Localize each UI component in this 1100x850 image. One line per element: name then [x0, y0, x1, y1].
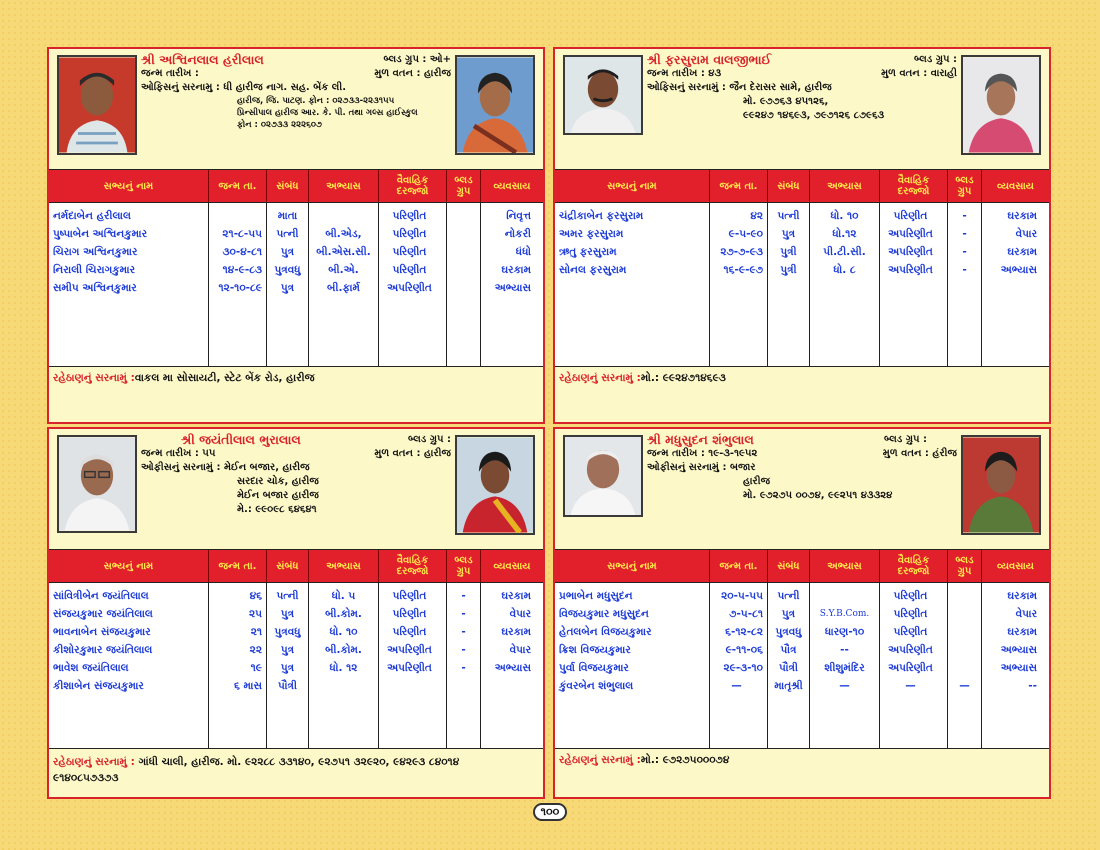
- office-line: જૈન દેરાસર સામે, હારીજ: [729, 82, 832, 93]
- member-marital: પરિણીત: [392, 228, 427, 240]
- col-header: સંબંધ: [267, 170, 309, 202]
- member-blood-group: [447, 279, 480, 297]
- member-education: --: [840, 644, 849, 656]
- member-dob: ૬ માસ: [233, 680, 262, 692]
- member-name: ભાવનાબેન સંજયકુમાર: [53, 626, 151, 638]
- member-occupation: અભ્યાસ: [1000, 644, 1037, 656]
- member-marital: અપરિણીત: [888, 662, 933, 674]
- member-name: હેતલબેન વિજયકુમાર: [559, 626, 652, 638]
- office-line: મે.: ૯૯૦૯૮ ૬૪૬૪૧: [237, 504, 317, 515]
- member-marital: પરિણીત: [893, 210, 928, 222]
- office-line: મો. ૯૭૭૬૩ ૪૫૧૨૬,: [743, 96, 829, 107]
- member-relation: પુત્રવધુ: [775, 626, 802, 638]
- col-header: અભ્યાસ: [309, 550, 379, 582]
- residence-value: વાકલ મા સોસાયટી, સ્ટેટ બેંક રોડ, હારીજ: [134, 372, 315, 384]
- member-dob: ૯-૧૧-૦૬: [725, 644, 763, 656]
- col-header: વ્યવસાય: [997, 180, 1034, 192]
- spouse-photo: [455, 435, 535, 535]
- col-relation: [267, 583, 309, 748]
- col-header: સંબંધ: [768, 170, 810, 202]
- col-header: વૈવાહિક દરજ્જો: [880, 170, 948, 202]
- member-education: S.Y.B.Com.: [819, 609, 870, 619]
- members-table: [49, 203, 543, 367]
- col-blood-group: [447, 203, 481, 366]
- member-name: પુષ્પાબેન અશ્વિનકુમાર: [53, 228, 148, 240]
- member-dob: ૧૪-૯-૮૩: [222, 264, 262, 276]
- member-name: ચિરાગ અશ્વિનકુમાર: [53, 246, 138, 258]
- col-header: સંબંધ: [768, 550, 810, 582]
- member-relation: પુત્રવધુ: [274, 264, 301, 276]
- head-dob: જન્મ તારીખ :: [141, 68, 199, 79]
- member-marital: [379, 677, 446, 695]
- col-name: [49, 203, 209, 366]
- member-education: ધો.૧૨: [832, 228, 857, 240]
- member-relation: પુત્ર: [280, 662, 295, 674]
- member-blood-group: [948, 659, 981, 677]
- office-line: સરદાર ચોક, હારીજ: [237, 476, 319, 487]
- col-header: જન્મ તા.: [209, 550, 267, 582]
- member-name: ભાવેશ જયંતિલાલ: [53, 662, 129, 674]
- member-dob: ૨૦-૫-૫૫: [721, 590, 763, 602]
- table-header: [555, 549, 1049, 583]
- member-occupation: ઘરકામ: [1007, 210, 1037, 222]
- family-card: [47, 47, 545, 424]
- member-occupation: ધંધો: [515, 246, 531, 258]
- col-header: બ્લડ ગ્રુપ: [447, 170, 481, 202]
- member-occupation: વેપાર: [1015, 228, 1037, 240]
- member-relation: પત્ની: [276, 590, 299, 602]
- member-occupation: --: [1028, 680, 1037, 692]
- member-occupation: વેપાર: [1015, 608, 1037, 620]
- col-header: વ્યવસાય: [493, 560, 531, 572]
- member-name: અમર ફરસુરામ: [559, 228, 624, 240]
- col-occupation: [982, 203, 1049, 366]
- head-dob: જન્મ તારીખ : ૫૫: [141, 448, 216, 459]
- member-marital: પરિણીત: [893, 608, 928, 620]
- member-relation: પત્ની: [777, 590, 800, 602]
- member-blood-group: [447, 207, 480, 225]
- col-relation: [768, 583, 810, 748]
- col-header: વ્યવસાય: [493, 180, 531, 192]
- member-blood-group: -: [461, 590, 466, 602]
- member-occupation: વેપાર: [509, 644, 531, 656]
- member-blood-group: -: [962, 228, 967, 240]
- member-name: કીશોરકુમાર જયંતિલાલ: [53, 644, 153, 656]
- member-occupation: ઘરકામ: [1007, 626, 1037, 638]
- spouse-photo: [961, 55, 1041, 155]
- residence-label: રહેઠાણનું સરનામું :: [559, 372, 641, 384]
- member-education: ધો. ૮: [833, 264, 856, 276]
- member-marital: અપરિણીત: [387, 644, 432, 656]
- member-relation: પુત્ર: [280, 282, 295, 294]
- member-name: નર્મદાબેન હરીલાલ: [53, 210, 131, 222]
- member-occupation: ઘરકામ: [501, 626, 531, 638]
- member-marital: પરિણીત: [392, 626, 427, 638]
- table-header: [49, 549, 543, 583]
- member-relation: પત્ની: [276, 228, 299, 240]
- col-header: અભ્યાસ: [810, 170, 880, 202]
- blood-group: બ્લડ ગ્રુપ :: [884, 434, 927, 445]
- member-name: પ્રભાબેન મધુસુદન: [559, 590, 633, 602]
- member-dob: ૧૬-૯-૯૭: [723, 264, 763, 276]
- member-relation: પુત્ર: [280, 644, 295, 656]
- member-dob: ૨૧-૮-૫૫: [222, 228, 262, 240]
- col-blood-group: [948, 203, 982, 366]
- member-education: શીશુમંદિર: [824, 662, 865, 674]
- native-place: મુળ વતન : હારીજ: [374, 68, 451, 79]
- card-header: [49, 429, 543, 549]
- member-relation: પુત્ર: [280, 246, 295, 258]
- member-education: [309, 677, 378, 695]
- member-dob: ૨૯-૩-૧૦: [723, 662, 763, 674]
- member-name: વિજયકુમાર મધુસુદન: [559, 608, 649, 620]
- member-education: પી.ટી.સી.: [823, 246, 866, 258]
- col-header: બ્લડ ગ્રુપ: [447, 550, 481, 582]
- office-label: ઓફિસનું સરનામુ :: [141, 82, 220, 93]
- member-blood-group: -: [962, 210, 967, 222]
- member-relation: પુત્ર: [280, 608, 295, 620]
- member-dob: ૧૯: [250, 662, 262, 674]
- residence-value: ગાંધી ચાલી, હારીજ. મો. ૯૨૨૮૮ ૩૩૧૪૦, ૯૨૭૫૧ ૩૨૯૨૦, ૯૪૨૯૩ ૮૪૦૧૪: [138, 756, 460, 768]
- member-education: ધો. ૫: [331, 590, 356, 602]
- blood-group: બ્લડ ગ્રુપ :: [914, 54, 957, 65]
- member-name: ઋતુ ફરસુરામ: [559, 246, 617, 258]
- member-blood-group: -: [962, 246, 967, 258]
- col-header: સભ્યનું નામ: [555, 170, 710, 202]
- residence-label: રહેઠાણનું સરનામું :: [53, 756, 135, 768]
- member-relation: પત્ની: [777, 210, 800, 222]
- member-marital: પરિણીત: [392, 246, 427, 258]
- member-marital: પરિણીત: [392, 608, 427, 620]
- col-relation: [768, 203, 810, 366]
- member-marital: અપરિણીત: [888, 246, 933, 258]
- family-card: [47, 427, 545, 799]
- col-education: [810, 583, 880, 748]
- table-header: [555, 169, 1049, 203]
- member-blood-group: —: [959, 680, 970, 692]
- member-dob: ૨૨: [249, 644, 262, 656]
- member-occupation: નિવૃત્ત: [506, 210, 531, 222]
- member-blood-group: [447, 243, 480, 261]
- member-dob: ૨૫: [248, 608, 262, 620]
- member-name: સોનલ ફરસુરામ: [559, 264, 627, 276]
- office-label: ઓફીસનું સરનામું :: [141, 462, 221, 473]
- residence-address: [555, 367, 1049, 390]
- col-occupation: [481, 203, 543, 366]
- member-occupation: ઘરકામ: [1007, 590, 1037, 602]
- office-line: પ્રિન્સીપાલ હારીજ આર. કે. પી. તથા ગલ્સ હાઈસ્કુલ: [237, 108, 418, 118]
- col-education: [309, 583, 379, 748]
- office-line: ૯૯૨૪૭ ૧૪૬૯૩, ૭૯૭૧૨૬ ૮૭૯૬૩: [743, 110, 885, 121]
- col-header: અભ્યાસ: [309, 170, 379, 202]
- col-education: [309, 203, 379, 366]
- head-info: [647, 53, 957, 123]
- member-blood-group: -: [461, 626, 466, 638]
- member-marital: —: [905, 680, 916, 692]
- col-header: વ્યવસાય: [997, 560, 1034, 572]
- member-blood-group: -: [962, 264, 967, 276]
- member-relation: પૌત્રી: [779, 662, 798, 674]
- col-header: વૈવાહિક દરજ્જો: [379, 170, 447, 202]
- member-relation: પૌત્ર: [780, 644, 797, 656]
- head-info: [141, 433, 451, 517]
- member-dob: ૩૦-૪-૮૧: [222, 246, 262, 258]
- member-relation: માતા: [277, 210, 298, 222]
- member-blood-group: [948, 623, 981, 641]
- col-header: બ્લડ ગ્રુપ: [948, 550, 982, 582]
- member-relation: પૌત્રી: [278, 680, 297, 692]
- card-header: [555, 49, 1049, 169]
- member-dob: [209, 207, 266, 225]
- member-occupation: અભ્યાસ: [1000, 662, 1037, 674]
- member-occupation: ઘરકામ: [1007, 246, 1037, 258]
- residence-label: રહેઠાણનું સરનામું :: [53, 372, 135, 384]
- col-dob: [209, 203, 267, 366]
- members-table: [555, 203, 1049, 367]
- member-blood-group: -: [461, 608, 466, 620]
- residence-address: [49, 367, 543, 390]
- member-occupation: અભ્યાસ: [494, 662, 531, 674]
- member-education: ધારણ-૧૦: [824, 626, 865, 638]
- member-name: કુંવરબેન શંભુલાલ: [559, 680, 634, 692]
- member-marital: અપરિણીત: [888, 644, 933, 656]
- head-photo: [563, 55, 643, 135]
- member-name: ચંદ્રીકાબેન ફરસુરામ: [559, 210, 644, 222]
- member-education: —: [839, 680, 850, 692]
- col-header: જન્મ તા.: [710, 550, 768, 582]
- member-blood-group: [447, 261, 480, 279]
- head-photo: [57, 435, 137, 533]
- member-blood-group: [447, 225, 480, 243]
- member-dob: ૬-૧૨-૮૨: [725, 626, 763, 638]
- office-line: બજાર: [729, 462, 756, 473]
- member-dob: ૯-૫-૯૦: [728, 228, 763, 240]
- member-marital: પરિણીત: [893, 590, 928, 602]
- office-line: મેઈન બજાર, હારીજ: [223, 462, 310, 473]
- member-name: સમીપ અશ્વિનકુમાર: [53, 282, 137, 294]
- residence-value: મો.: ૯૭૨૭૫૦૦૦૭૪: [640, 754, 730, 766]
- member-marital: અપરિણીત: [387, 662, 432, 674]
- head-name: શ્રી જયંતીલાલ ભુરાલાલ: [181, 433, 301, 447]
- member-education: ધો. ૧૦: [329, 626, 358, 638]
- blood-group: બ્લડ ગ્રુપ :: [408, 434, 451, 445]
- col-header: વૈવાહિક દરજ્જો: [379, 550, 447, 582]
- col-dob: [710, 203, 768, 366]
- head-info: [141, 53, 451, 131]
- col-header: સંબંધ: [267, 550, 309, 582]
- residence-address: [555, 749, 1049, 772]
- office-line: મો. ૯૭૨૭૫ ૦૦૭૪, ૯૯૨૫૧ ૪૩૩૨૪: [743, 490, 893, 501]
- head-name: શ્રી મધુસુદન શંભુલાલ: [647, 433, 754, 447]
- member-relation: પુત્ર: [781, 228, 796, 240]
- card-header: [49, 49, 543, 169]
- head-photo: [563, 435, 643, 517]
- member-education: [309, 207, 378, 225]
- head-photo: [57, 55, 137, 155]
- member-occupation: ઘરકામ: [501, 590, 531, 602]
- member-marital: પરિણીત: [392, 264, 427, 276]
- family-card: [553, 47, 1051, 424]
- member-blood-group: [447, 677, 480, 695]
- office-label: ઓફીસનું સરનામું :: [647, 462, 727, 473]
- col-occupation: [481, 583, 543, 748]
- member-blood-group: -: [461, 644, 466, 656]
- head-dob: જન્મ તારીખ : ૧૯-૩-૧૯૫૨: [647, 448, 758, 459]
- member-name: પુર્વા વિજયકુમાર: [559, 662, 629, 674]
- member-relation: પુત્રવધુ: [274, 626, 301, 638]
- office-line: મેઈન બજાર હારીજ: [237, 490, 319, 501]
- native-place: મુળ વતન : વારાહી: [881, 68, 957, 79]
- col-header: વૈવાહિક દરજ્જો: [880, 550, 948, 582]
- member-relation: પુત્રી: [780, 246, 797, 258]
- member-dob: ૨૧: [250, 626, 262, 638]
- residence-address: [49, 749, 543, 791]
- member-dob: ૨૭-૭-૯૩: [720, 246, 763, 258]
- member-blood-group: [948, 641, 981, 659]
- member-marital: પરિણીત: [893, 626, 928, 638]
- member-name: સંજયકુમાર જયંતિલાલ: [53, 608, 153, 620]
- col-name: [555, 203, 710, 366]
- col-header: સભ્યનું નામ: [555, 550, 710, 582]
- col-name: [49, 583, 209, 748]
- native-place: મુળ વતન : હંરીજ: [882, 448, 957, 459]
- member-occupation: વેપાર: [509, 608, 531, 620]
- col-relation: [267, 203, 309, 366]
- card-header: [555, 429, 1049, 549]
- member-name: કીશાબેન સંજયકુમાર: [53, 680, 144, 692]
- member-relation: પુત્રી: [780, 264, 797, 276]
- col-blood-group: [948, 583, 982, 748]
- col-header: સભ્યનું નામ: [49, 550, 209, 582]
- members-table: [555, 583, 1049, 749]
- spouse-photo: [961, 435, 1041, 535]
- col-education: [810, 203, 880, 366]
- table-header: [49, 169, 543, 203]
- col-header: બ્લડ ગ્રુપ: [948, 170, 982, 202]
- col-marital: [880, 583, 948, 748]
- office-line: હારીજ, જિ. પાટણ. ફોન : ૦૨૭૩૩-૨૨૩૧૫૫: [237, 96, 395, 106]
- member-marital: અપરિણીત: [888, 264, 933, 276]
- col-name: [555, 583, 710, 748]
- member-education: ધો. ૧૦: [830, 210, 859, 222]
- member-education: બી.કોમ.: [325, 608, 362, 620]
- member-blood-group: [948, 605, 981, 623]
- col-header: અભ્યાસ: [810, 550, 880, 582]
- member-occupation: નોકરી: [504, 228, 531, 240]
- member-education: બી.એ.: [328, 264, 359, 276]
- member-occupation: અભ્યાસ: [1000, 264, 1037, 276]
- office-line: હારીજ: [743, 476, 771, 487]
- member-marital: અપરિણીત: [387, 282, 432, 294]
- col-header: જન્મ તા.: [710, 170, 768, 202]
- col-marital: [880, 203, 948, 366]
- member-name: સાંવિત્રીબેન જયંતિલાલ: [53, 590, 149, 602]
- head-info: [647, 433, 957, 503]
- member-occupation: અભ્યાસ: [494, 282, 531, 294]
- head-dob: જન્મ તારીખ : ૪૩: [647, 68, 722, 79]
- member-education: બી.એસ.સી.: [316, 246, 371, 258]
- head-name: શ્રી ફરસુરામ વાલજીભાઈ: [647, 53, 772, 67]
- member-education: બી.કોમ.: [325, 644, 362, 656]
- member-blood-group: -: [461, 662, 466, 674]
- member-name: નિરાલી ચિરાગકુમાર: [53, 264, 136, 276]
- member-dob: ૪૬: [249, 590, 262, 602]
- col-marital: [379, 203, 447, 366]
- member-dob: ૧૨-૧૦-૮૯: [218, 282, 262, 294]
- member-education: બી.ફાર્મ: [327, 282, 360, 294]
- member-relation: પુત્ર: [781, 608, 796, 620]
- native-place: મુળ વતન : હારીજ: [374, 448, 451, 459]
- member-education: બી.એડ,: [325, 228, 362, 240]
- member-blood-group: [948, 587, 981, 605]
- spouse-photo: [455, 55, 535, 155]
- member-education: [810, 587, 879, 605]
- col-dob: [209, 583, 267, 748]
- family-card: [553, 427, 1051, 799]
- member-occupation: [481, 677, 543, 695]
- col-marital: [379, 583, 447, 748]
- head-name: શ્રી અશ્વિનલાલ હરીલાલ: [141, 53, 264, 67]
- col-dob: [710, 583, 768, 748]
- col-occupation: [982, 583, 1049, 748]
- blood-group: બ્લડ ગ્રુપ : ઓ+: [383, 54, 451, 65]
- office-line: ફોન : ૦૨૭૩૩ ૨૨૨૬૦૭: [237, 120, 322, 130]
- col-header: સભ્યનું નામ: [49, 170, 209, 202]
- member-dob: ૪૨: [750, 210, 763, 222]
- member-marital: અપરિણીત: [888, 228, 933, 240]
- member-dob: —: [731, 680, 742, 692]
- member-marital: પરિણીત: [392, 210, 427, 222]
- office-line: ધી હારીજ નાગ. સહ. બેંક લી.: [223, 82, 346, 93]
- member-education: ધો. ૧૨: [329, 662, 358, 674]
- member-relation: માતૃશ્રી: [774, 680, 803, 692]
- member-occupation: ઘરકામ: [501, 264, 531, 276]
- member-marital: પરિણીત: [392, 590, 427, 602]
- member-name: ક્રિશ વિજયકુમાર: [559, 644, 631, 656]
- member-dob: ૭-૫-૮૧: [729, 608, 763, 620]
- residence-label: રહેઠાણનું સરનામું :: [559, 754, 641, 766]
- col-header: જન્મ તા.: [209, 170, 267, 202]
- page-number: ૧૦૦: [533, 803, 567, 821]
- office-label: ઓફિસનું સરનામું :: [647, 82, 726, 93]
- members-table: [49, 583, 543, 749]
- residence-value-line2: ૯૧૪૦૮૫૭૩૭૩: [53, 772, 119, 784]
- col-blood-group: [447, 583, 481, 748]
- residence-value: મો.: ૯૯૨૪૭૧૪૬૯૩: [640, 372, 726, 384]
